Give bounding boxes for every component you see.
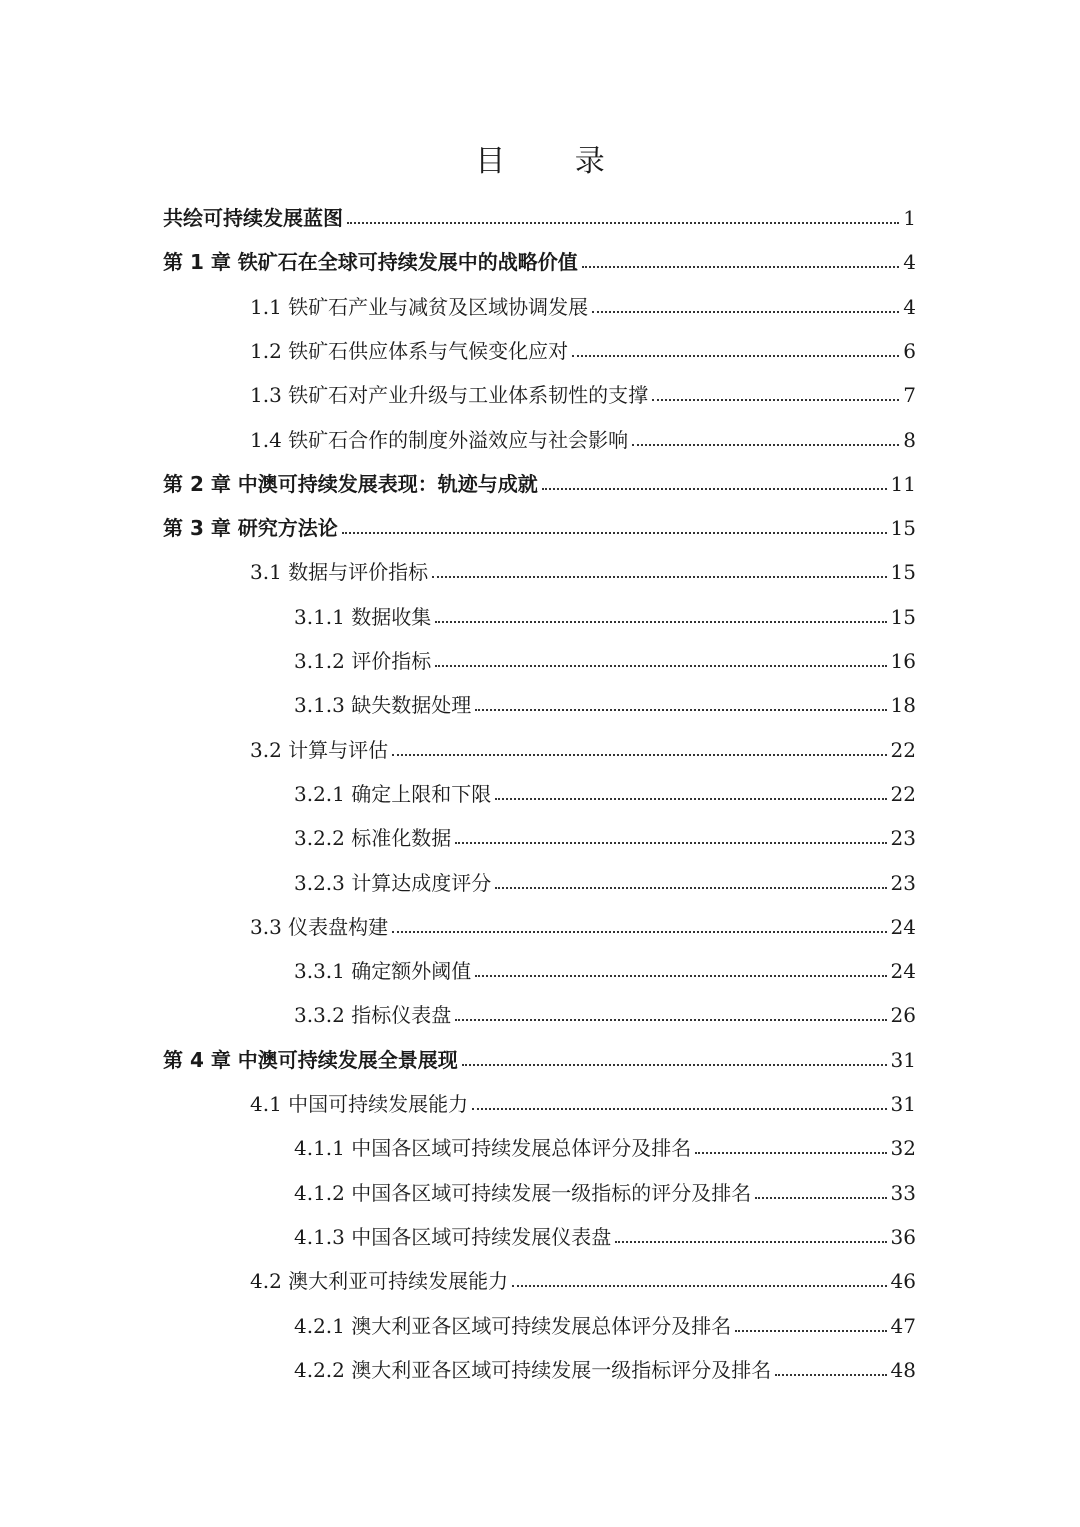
toc-dot-leader [652,398,899,401]
toc-entry[interactable] [163,1034,916,1074]
toc-entry[interactable] [163,458,916,498]
toc-dot-leader [347,221,899,224]
toc-entry[interactable] [294,1167,916,1207]
toc-entry-page-number: 46 [890,1269,916,1294]
toc-entry-page-number: 31 [890,1092,916,1116]
toc-entry-page-number: 23 [890,826,916,851]
toc-entry-page-number: 18 [890,693,916,718]
toc-entry-title: 3.2.1 确定上限和下限 [294,781,492,806]
toc-entry-page-number: 15 [890,516,916,541]
toc-dot-leader [615,1240,886,1243]
toc-entry-page-number: 32 [890,1136,916,1161]
toc-entry-page-number: 22 [890,737,916,762]
toc-entry-title: 4.1.1 中国各区域可持续发展总体评分及排名 [294,1136,692,1161]
toc-dot-leader [392,930,886,933]
toc-entry-page-number: 16 [890,649,916,673]
toc-entry-page-number: 24 [890,959,916,984]
toc-dot-leader [755,1196,886,1199]
toc-entry-title: 1.3 铁矿石对产业升级与工业体系韧性的支撑 [250,383,649,408]
toc-entry-page-number: 15 [890,560,916,585]
toc-entry-page-number: 8 [903,427,916,452]
toc-entry-title: 3.1.1 数据收集 [294,604,432,629]
toc-dot-leader [592,310,899,313]
toc-entry[interactable] [294,768,916,808]
toc-dot-leader [475,708,886,711]
toc-entry[interactable] [250,901,916,941]
toc-dot-leader [462,1063,887,1066]
toc-entry-title: 3.3.2 指标仪表盘 [294,1003,452,1028]
toc-entry[interactable] [250,369,916,409]
toc-entry[interactable] [250,724,916,764]
toc-entry[interactable] [294,1211,916,1251]
toc-dot-leader [392,753,886,756]
toc-dot-leader [455,1018,886,1021]
toc-entry[interactable] [250,325,916,365]
toc-entry-title: 共绘可持续发展蓝图 [163,206,343,230]
toc-entry[interactable] [294,1300,916,1340]
toc-entry-title: 3.1.3 缺失数据处理 [294,693,472,718]
toc-entry-page-number: 4 [903,294,916,319]
toc-entry[interactable] [250,546,916,586]
toc-entry-title: 4.1.2 中国各区域可持续发展一级指标的评分及排名 [294,1180,752,1205]
toc-entry-title: 第 1 章 铁矿石在全球可持续发展中的战略价值 [163,250,578,275]
toc-entry-page-number: 33 [890,1180,916,1205]
toc-entry-title: 1.4 铁矿石合作的制度外溢效应与社会影响 [250,427,629,452]
toc-dot-leader [432,575,886,578]
toc-entry[interactable] [294,591,916,631]
toc-entry-page-number: 31 [890,1047,916,1072]
toc-entry-page-number: 26 [890,1003,916,1028]
toc-entry-title: 4.1 中国可持续发展能力 [250,1092,469,1116]
toc-entry-title: 3.2.3 计算达成度评分 [294,870,492,895]
toc-dot-leader [495,886,886,889]
toc-entry[interactable] [163,192,916,232]
toc-dot-leader [735,1329,886,1332]
toc-entry[interactable] [250,281,916,321]
toc-entry[interactable] [250,414,916,454]
toc-entry-page-number: 24 [890,914,916,939]
toc-entry-title: 1.2 铁矿石供应体系与气候变化应对 [250,338,569,363]
toc-entry-page-number: 22 [890,781,916,806]
toc-entry[interactable] [294,945,916,985]
toc-entry-title: 第 2 章 中澳可持续发展表现：轨迹与成就 [163,471,538,496]
toc-entry-page-number: 7 [903,383,916,408]
toc-entry-page-number: 1 [903,206,916,230]
toc-entry-page-number: 4 [903,250,916,275]
toc-dot-leader [572,354,899,357]
toc-entry-title: 3.1 数据与评价指标 [250,560,429,585]
toc-entry-title: 3.3 仪表盘构建 [250,914,389,939]
toc-dot-leader [435,664,886,667]
toc-entry-title: 4.2.2 澳大利亚各区域可持续发展一级指标评分及排名 [294,1357,772,1382]
toc-entry[interactable] [294,635,916,675]
toc-entry[interactable] [250,1078,916,1118]
toc-entry[interactable] [163,502,916,542]
toc-entry[interactable] [294,812,916,852]
toc-entry-title: 第 3 章 研究方法论 [163,516,338,541]
toc-entry-title: 4.2.1 澳大利亚各区域可持续发展总体评分及排名 [294,1313,732,1338]
toc-dot-leader [775,1373,886,1376]
toc-entry-page-number: 47 [890,1313,916,1338]
toc-entry[interactable] [294,1344,916,1384]
toc-entry[interactable] [294,857,916,897]
toc-entry-page-number: 23 [890,870,916,895]
toc-entry-title: 3.2 计算与评估 [250,737,389,762]
toc-entry[interactable] [163,236,916,276]
toc-entry-title: 3.2.2 标准化数据 [294,826,452,851]
toc-dot-leader [455,841,886,844]
toc-entry-title: 4.1.3 中国各区域可持续发展仪表盘 [294,1224,612,1249]
toc-dot-leader [342,531,887,534]
toc-entry[interactable] [250,1255,916,1295]
toc-entry-page-number: 15 [890,604,916,629]
toc-entry-title: 第 4 章 中澳可持续发展全景展现 [163,1047,458,1072]
toc-dot-leader [435,620,886,623]
toc-entry[interactable] [294,1122,916,1162]
toc-title: 目 录 [475,144,635,179]
toc-entry-title: 3.3.1 确定额外阈值 [294,959,472,984]
toc-entry-page-number: 36 [890,1224,916,1249]
toc-entry-page-number: 48 [890,1357,916,1382]
toc-dot-leader [695,1151,886,1154]
toc-entry-page-number: 11 [890,471,916,496]
toc-entry-title: 3.1.2 评价指标 [294,649,432,673]
toc-entry[interactable] [294,989,916,1029]
toc-dot-leader [582,265,899,268]
toc-entry[interactable] [294,679,916,719]
toc-entry-page-number: 6 [903,338,916,363]
toc-dot-leader [512,1284,886,1287]
toc-dot-leader [542,487,887,490]
toc-dot-leader [472,1107,886,1110]
toc-dot-leader [632,443,899,446]
toc-dot-leader [495,797,886,800]
toc-dot-leader [475,974,886,977]
toc-entry-title: 4.2 澳大利亚可持续发展能力 [250,1269,509,1294]
toc-entry-title: 1.1 铁矿石产业与减贫及区域协调发展 [250,294,589,319]
